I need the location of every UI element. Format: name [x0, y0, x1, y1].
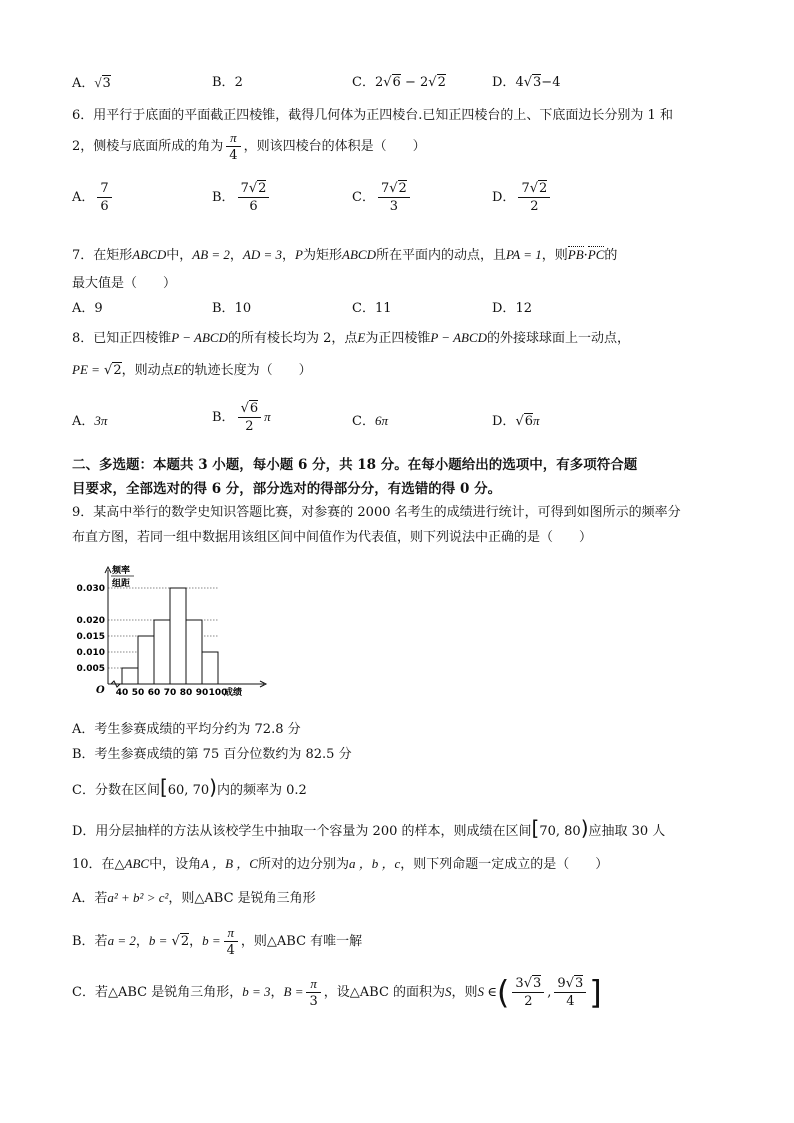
origin-label: O — [96, 685, 105, 696]
q9-option-b: B．考生参赛成绩的第 75 百分位数约为 82.5 分 — [72, 747, 352, 762]
xtick-label: 90 — [195, 688, 209, 698]
ytick-label: 0.020 — [76, 616, 105, 626]
q8-stem-line1: 8．已知正四棱锥P − ABCD的所有棱长均为 2，点E为正四棱锥P − ABCD的外接球球面上一动点， — [72, 330, 631, 346]
xtick-label: 60 — [147, 688, 161, 698]
histogram-bar — [170, 588, 186, 684]
q10-option-c: C．若△ABC 是锐角三角形，b = 3，B = $\frac{\pi}{3}$ ，设△ABC 的面积为S，则S ∈( $\frac{3√3}{2}$ , $\frac{9√3}{4}$ ] — [72, 973, 602, 1012]
q9-option-c: C．分数在区间[60, 70)内的频率为 0.2 — [72, 775, 307, 799]
xtick-label: 100 — [208, 688, 228, 698]
q8-option-c: C．6π — [352, 413, 388, 429]
q6-option-c: C． $\frac{7√2}{3}$ — [352, 180, 413, 215]
q8-stem-line2: PE = √2，则动点E的轨迹长度为（ ） — [72, 362, 312, 378]
ylabel-top: 频率 — [112, 566, 131, 576]
q7-stem-line1: 7．在矩形ABCD中，AB = 2，AD = 3，P为矩形ABCD所在平面内的动点，且PA = 1，则PB·PC的 — [72, 247, 618, 263]
ytick-label: 0.030 — [76, 584, 105, 594]
q5-option-a: A．√3 — [72, 75, 111, 91]
frequency-histogram — [72, 562, 272, 710]
histogram-bar — [186, 620, 202, 684]
q7-option-c: C．11 — [352, 301, 392, 316]
q7-option-a: A．9 — [72, 301, 103, 316]
q5-option-b: B．2 — [212, 75, 243, 90]
q5-option-d: D．4√3−4 — [492, 75, 561, 90]
q6-option-d: D． $\frac{7√2}{2}$ — [492, 180, 553, 215]
xtick-label: 40 — [115, 688, 129, 698]
xlabel: 成绩 — [224, 688, 243, 698]
xtick-label: 80 — [179, 688, 193, 698]
q10-option-b: B．若a = 2，b = √2，b = $\frac{\pi}{4}$ ，则△ABC 有唯一解 — [72, 925, 363, 958]
q10-stem: 10．在△ABC中，设角A ，B ，C所对的边分别为a ，b ，c，则下列命题一定成立的是（ ） — [72, 856, 609, 872]
q5-option-c: C．2√6 − 2√2 — [352, 75, 446, 90]
q7-option-d: D．12 — [492, 301, 532, 316]
q9-stem-line2: 布直方图，若同一组中数据用该组区间中间值作为代表值，则下列说法中正确的是（ ） — [72, 530, 593, 545]
ytick-label: 0.005 — [76, 664, 105, 674]
histogram-svg — [72, 562, 272, 710]
q7-stem-line2: 最大值是（ ） — [72, 276, 177, 291]
xtick-label: 70 — [163, 688, 177, 698]
q10-option-a: A．若a² + b² > c²，则△ABC 是锐角三角形 — [72, 890, 316, 906]
histogram-bar — [138, 636, 154, 684]
q6-stem-line2: 2，侧棱与底面所成的角为 $\frac{\pi}{4}$ ，则该四棱台的体积是（ ） — [72, 130, 426, 163]
q8-option-a: A．3π — [72, 413, 108, 429]
ytick-label: 0.010 — [76, 648, 105, 658]
section2-heading-line2: 目要求，全部选对的得 6 分，部分选对的得部分分，有选错的得 0 分。 — [72, 481, 502, 497]
section2-heading-line1: 二、多选题：本题共 3 小题，每小题 6 分，共 18 分。在每小题给出的选项中，有多项符合题 — [72, 457, 638, 473]
histogram-bar — [154, 620, 170, 684]
xtick-label: 50 — [131, 688, 145, 698]
q6-stem-line1: 6．用平行于底面的平面截正四棱锥，截得几何体为正四棱台.已知正四棱台的上、下底面边长分别为 1 和 — [72, 108, 673, 123]
q8-option-d: D．√6π — [492, 413, 540, 429]
ytick-label: 0.015 — [76, 632, 105, 642]
q8-option-b: B． $\frac{√6}{2}$ π — [212, 401, 271, 434]
histogram-bar — [202, 652, 218, 684]
q9-option-d: D．用分层抽样的方法从该校学生中抽取一个容量为 200 的样本，则成绩在区间[70, 80)应抽取 30 人 — [72, 816, 666, 840]
q6-option-a: A． $\frac{7}{6}$ — [72, 180, 115, 215]
histogram-bar — [122, 668, 138, 684]
q9-option-a: A．考生参赛成绩的平均分约为 72.8 分 — [72, 722, 301, 737]
q6-option-b: B． $\frac{7√2}{6}$ — [212, 180, 272, 215]
q7-option-b: B．10 — [212, 301, 252, 316]
ylabel-bottom: 组距 — [112, 579, 131, 589]
q9-stem-line1: 9．某高中举行的数学史知识答题比赛，对参赛的 2000 名考生的成绩进行统计，可得到如图所示的频率分 — [72, 505, 681, 520]
